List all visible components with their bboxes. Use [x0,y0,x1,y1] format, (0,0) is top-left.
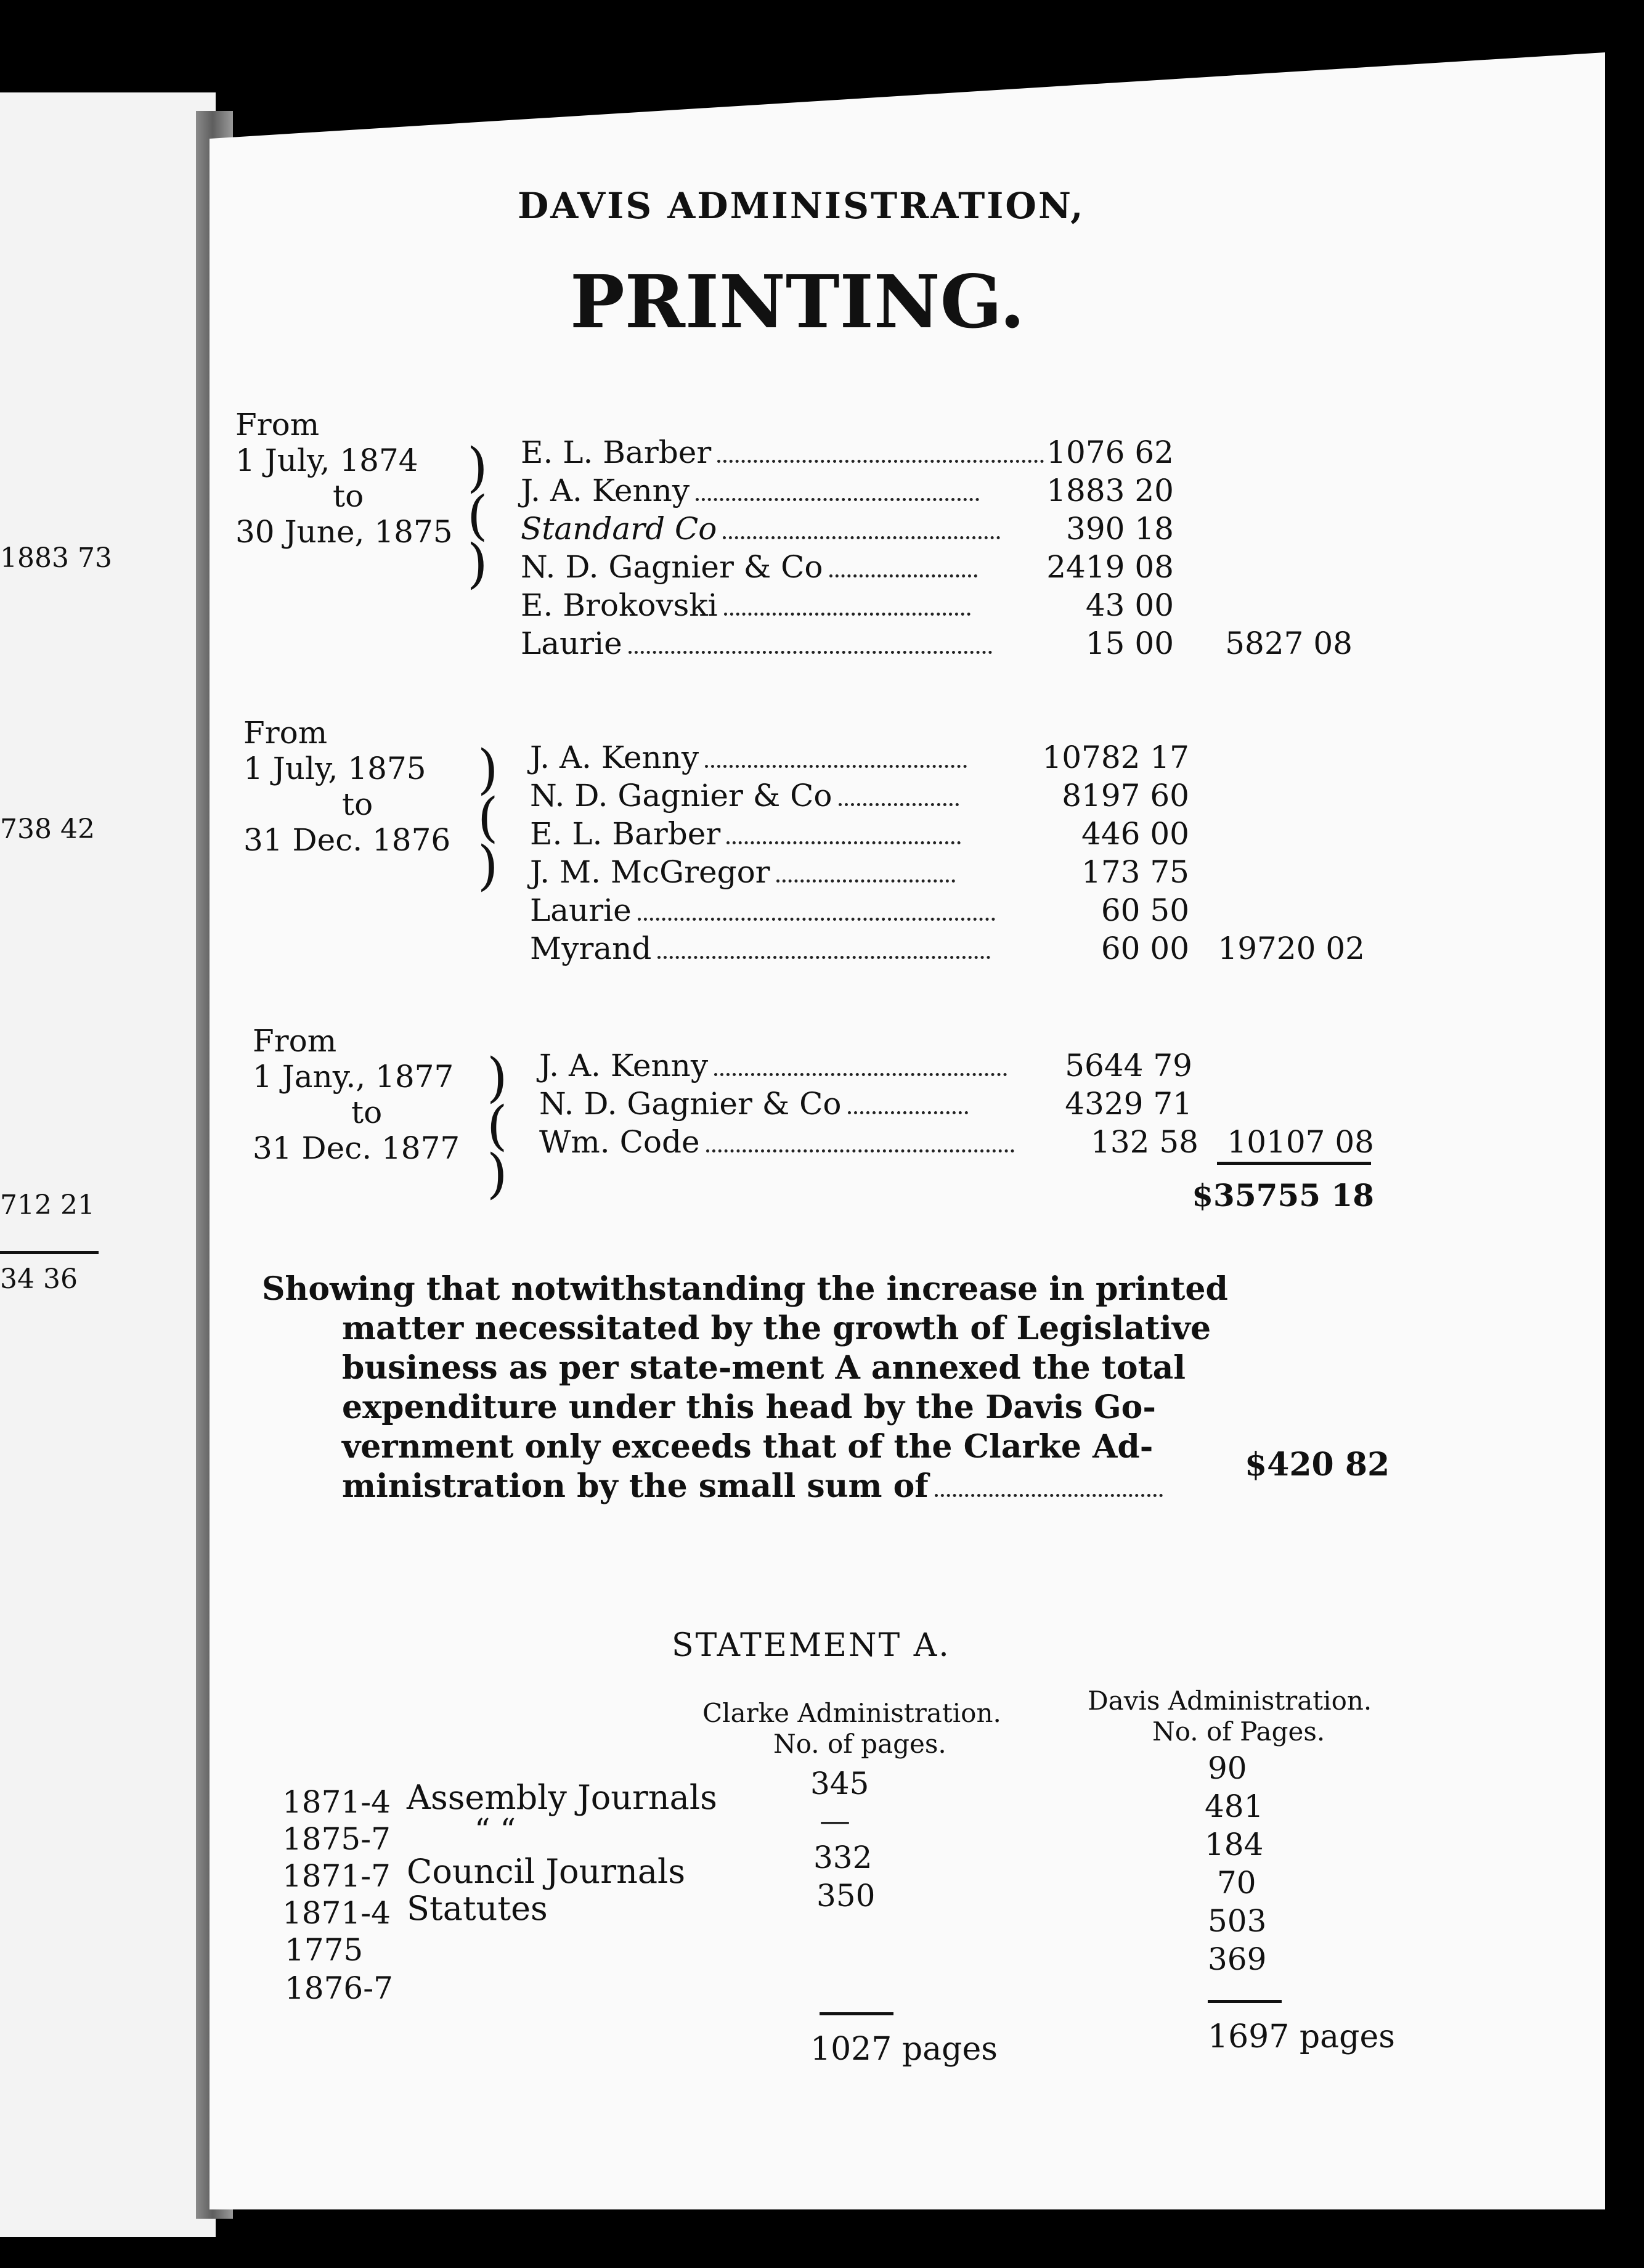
statement-title: STATEMENT A. [672,1627,951,1664]
statement-row-label: Council Journals [407,1852,686,1891]
entry-row [539,1086,968,1122]
period-to-label: to [333,478,364,514]
entry-row [521,434,1044,470]
left-facing-page [0,92,216,2237]
statement-row-years: 1875-7 [282,1821,391,1857]
period-end: 31 Dec. 1876 [243,822,451,858]
statement-row-years: 1775 [285,1932,364,1968]
period-total: 5827 08 [1225,626,1353,661]
col-header-clarke-2: No. of pages. [773,1729,946,1759]
entry-amount: 2419 08 [1046,549,1174,585]
entry-name: N. D. Gagnier & Co [539,1086,842,1122]
showing-line: Showing that notwithstanding the increase in printed [262,1270,1228,1308]
statement-row-years: 1871-7 [282,1858,391,1894]
entry-name: Laurie [530,892,632,928]
statement-row-davis: 184 [1205,1827,1264,1862]
period-from-label: From [235,407,320,443]
period-total: 10107 08 [1227,1124,1374,1160]
period-from-label: From [253,1023,337,1059]
entry-name: J. A. Kenny [521,473,690,508]
entry-row [530,778,959,814]
period-to-label: to [351,1095,383,1130]
entry-name: J. M. McGregor [530,854,770,890]
statement-row-label: Statutes [407,1889,548,1928]
statement-row-clarke: 350 [816,1878,876,1914]
clarke-total-rule [820,2012,893,2015]
grand-total: $35755 18 [1192,1177,1374,1214]
left-fragment: 1883 73 [0,542,112,574]
entry-name: Laurie [521,626,622,661]
period-to-label: to [342,786,373,822]
entry-name: Wm. Code [539,1124,700,1160]
statement-row-clarke: 345 [810,1766,869,1801]
entry-name: E. L. Barber [530,816,721,852]
period-total: 19720 02 [1218,931,1365,966]
brace: ) ( ) [487,1047,508,1205]
entry-amount: 173 75 [1081,854,1189,890]
brace: ) ( ) [467,437,488,595]
entry-row [521,626,992,661]
col-header-clarke-1: Clarke Administration. [702,1698,1001,1728]
statement-row-years: 1876-7 [285,1970,393,2006]
period-start: 1 July, 1875 [243,751,426,786]
entry-amount: 390 18 [1066,511,1174,547]
statement-row-years: 1871-4 [282,1784,391,1820]
left-rule [0,1251,99,1254]
entry-name: E. L. Barber [521,434,712,470]
brace: ) ( ) [478,739,498,897]
showing-line: vernment only exceeds that of the Clarke Ad- [342,1428,1154,1466]
left-fragment: 712 21 [0,1189,95,1221]
period-end: 30 June, 1875 [235,514,453,550]
entry-amount: 60 50 [1101,892,1189,928]
statement-row-davis: 90 [1208,1750,1247,1786]
entry-amount: 132 58 [1091,1124,1198,1160]
entry-row [539,1048,1007,1083]
statement-row-davis: 481 [1205,1789,1264,1824]
entry-row [521,549,977,585]
entry-row [530,816,961,852]
davis-total-rule [1208,2000,1282,2003]
clarke-total: 1027 pages [810,2031,998,2068]
showing-amount: $420 82 [1245,1446,1390,1483]
entry-amount: 43 00 [1085,587,1174,623]
statement-row-clarke: 332 [813,1840,873,1875]
statement-row-davis: 503 [1208,1903,1267,1939]
showing-line-text: ministration by the small sum of [342,1467,929,1505]
entry-row [530,892,995,928]
showing-line: business as per state-ment A annexed the total [342,1349,1186,1387]
showing-line: matter necessitated by the growth of Legislative [342,1310,1211,1347]
statement-row-label: “ “ [474,1812,516,1848]
entry-row [539,1124,1014,1160]
period-from-label: From [243,715,328,751]
entry-row [521,587,971,623]
entry-amount: 1883 20 [1046,473,1174,508]
entry-row [521,473,979,508]
entry-amount: 5644 79 [1065,1048,1192,1083]
entry-row [530,931,990,966]
entry-row [530,854,955,890]
entry-amount: 1076 62 [1046,434,1174,470]
entry-name: Myrand [530,931,652,966]
period-end: 31 Dec. 1877 [253,1130,460,1166]
entry-name: N. D. Gagnier & Co [521,549,823,585]
davis-total: 1697 pages [1208,2018,1395,2055]
statement-row-clarke: — [820,1803,850,1838]
showing-line [342,1467,1163,1506]
left-fragment: 34 36 [0,1263,78,1295]
entry-row [521,511,1000,547]
col-header-davis-1: Davis Administration. [1088,1686,1372,1716]
showing-line: expenditure under this head by the Davis Go- [342,1389,1156,1426]
entry-name: J. A. Kenny [530,740,699,775]
statement-row-davis: 70 [1217,1865,1256,1901]
entry-name: N. D. Gagnier & Co [530,778,832,814]
heading-line-1: DAVIS ADMINISTRATION, [518,185,1085,227]
heading-printing: PRINTING. [570,259,1025,345]
statement-row-davis: 369 [1208,1941,1267,1977]
entry-amount: 8197 60 [1062,778,1189,814]
entry-amount: 446 00 [1081,816,1189,852]
entry-amount: 4329 71 [1065,1086,1192,1122]
entry-row [530,740,967,775]
entry-name: E. Brokovski [521,587,718,623]
period-start: 1 Jany., 1877 [253,1059,454,1095]
entry-name: Standard Co [521,511,717,547]
statement-row-label: Assembly Journals [407,1778,717,1817]
col-header-davis-2: No. of Pages. [1152,1716,1325,1747]
entry-amount: 10782 17 [1042,740,1189,775]
entry-name: J. A. Kenny [539,1048,709,1083]
statement-row-years: 1871-4 [282,1895,391,1931]
entry-amount: 15 00 [1085,626,1174,661]
total-rule [1217,1162,1371,1165]
entry-amount: 60 00 [1101,931,1189,966]
left-fragment: 738 42 [0,814,95,845]
period-start: 1 July, 1874 [235,443,418,478]
